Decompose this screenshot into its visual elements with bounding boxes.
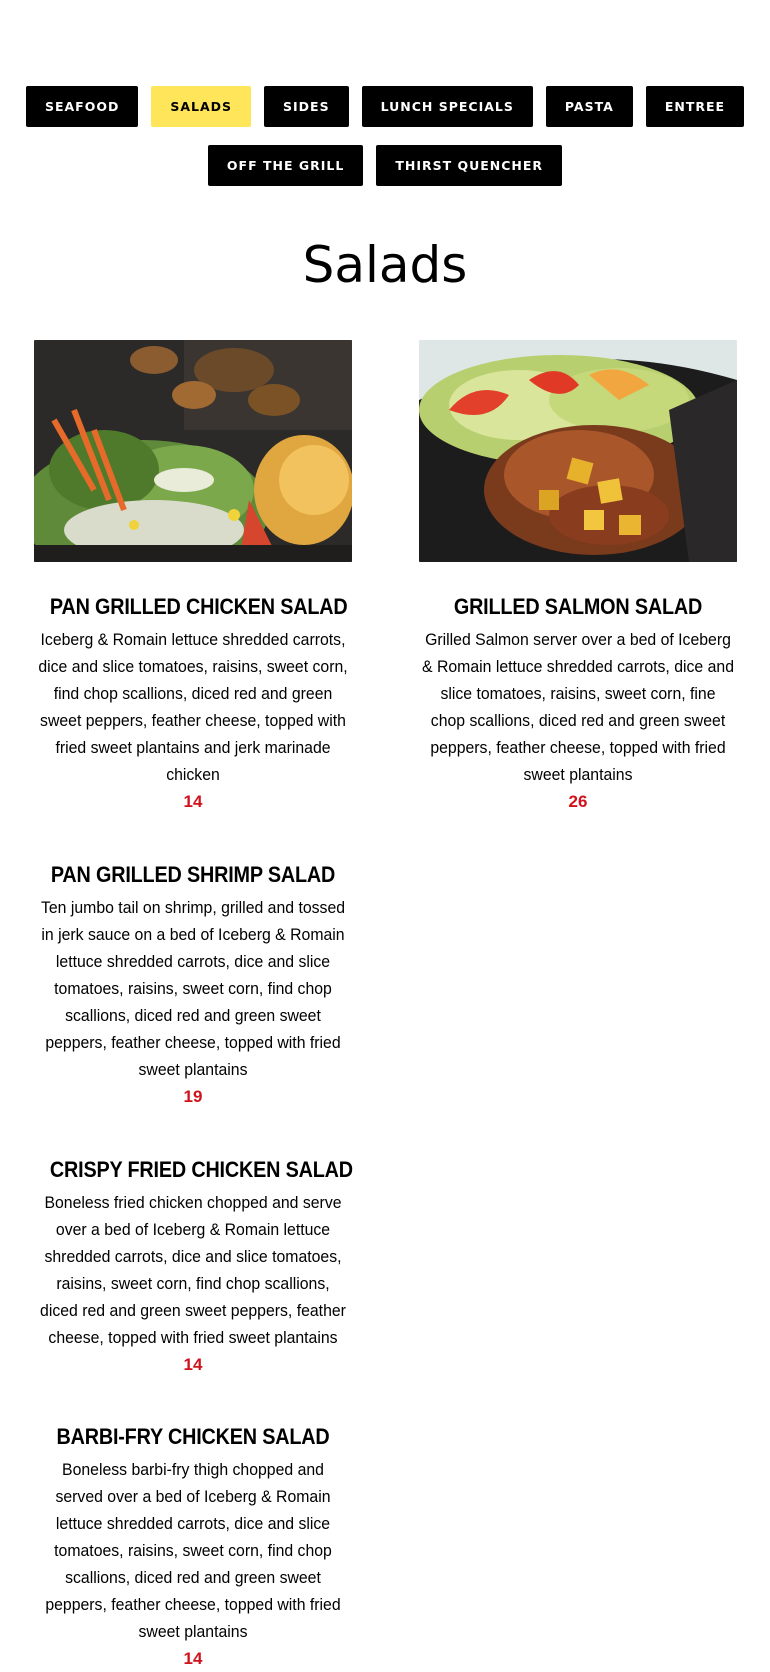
tab-seafood[interactable]: SEAFOOD [26,86,138,127]
menu-item-pan-grilled-shrimp-salad [34,860,352,1110]
tab-pasta[interactable]: PASTA [546,86,633,127]
item-name: PAN GRILLED CHICKEN SALAD [49,594,348,619]
item-description: Boneless fried chicken chopped and serve over a bed of Iceberg & Romain lettuce shredded carrots, dice and slice tomatoes, raisins, sweet corn, find chop scallions, diced red and green sweet peppers, feather cheese, topped with fried sweet plantains [40,1193,346,1347]
category-tabs [0,86,770,204]
item-price: 14 [183,792,203,811]
menu-item-barbi-fry-chicken-salad [34,1422,352,1672]
item-description: Grilled Salmon server over a bed of Iceberg & Romain lettuce shredded carrots, dice and slice tomatoes, raisins, sweet corn, fine chop scallions, diced red and green sweet peppers, feather cheese, topped with fried sweet plantains [422,630,734,784]
item-name: GRILLED SALMON SALAD [453,594,703,619]
item-description: Boneless barbi-fry thigh chopped and served over a bed of Iceberg & Romain lettuce shredded carrots, dice and slice tomatoes, raisins, sweet corn, find chop scallions, diced red and green sweet peppers, feather cheese, topped with fried sweet plantains [45,1460,341,1641]
menu-item-grilled-salmon-salad [419,340,737,815]
chicken-salad-photo [34,340,352,562]
section-title: Salads [302,236,468,294]
tab-off-the-grill[interactable]: OFF THE GRILL [208,145,363,186]
item-price: 19 [183,1087,203,1106]
item-name: BARBI-FRY CHICKEN SALAD [56,1424,330,1449]
item-price: 26 [568,792,588,811]
salmon-salad-photo [419,340,737,562]
tab-salads[interactable]: SALADS [151,86,251,127]
item-price: 14 [183,1649,203,1668]
menu-item-pan-grilled-chicken-salad [34,340,352,815]
item-description: Iceberg & Romain lettuce shredded carrots, dice and slice tomatoes, raisins, sweet corn, find chop scallions, diced red and green sweet peppers, feather cheese, topped with fried sweet plantains and jerk marinade chicken [38,630,348,784]
tab-entree[interactable]: ENTREE [646,86,744,127]
category-tabs-row-2 [0,145,770,186]
item-name: CRISPY FRIED CHICKEN SALAD [49,1157,353,1182]
tab-thirst-quencher[interactable]: THIRST QUENCHER [376,145,562,186]
category-tabs-row-1 [0,86,770,127]
item-description: Ten jumbo tail on shrimp, grilled and tossed in jerk sauce on a bed of Iceberg & Romain lettuce shredded carrots, dice and slice tomatoes, raisins, sweet corn, find chop scallions, diced red and green sweet peppers, feather cheese, topped with fried sweet plantains [40,898,346,1079]
menu-item-crispy-fried-chicken-salad [34,1155,352,1378]
item-name: PAN GRILLED SHRIMP SALAD [50,862,336,887]
tab-lunch-specials[interactable]: LUNCH SPECIALS [362,86,533,127]
tab-sides[interactable]: SIDES [264,86,349,127]
item-price: 14 [183,1355,203,1374]
